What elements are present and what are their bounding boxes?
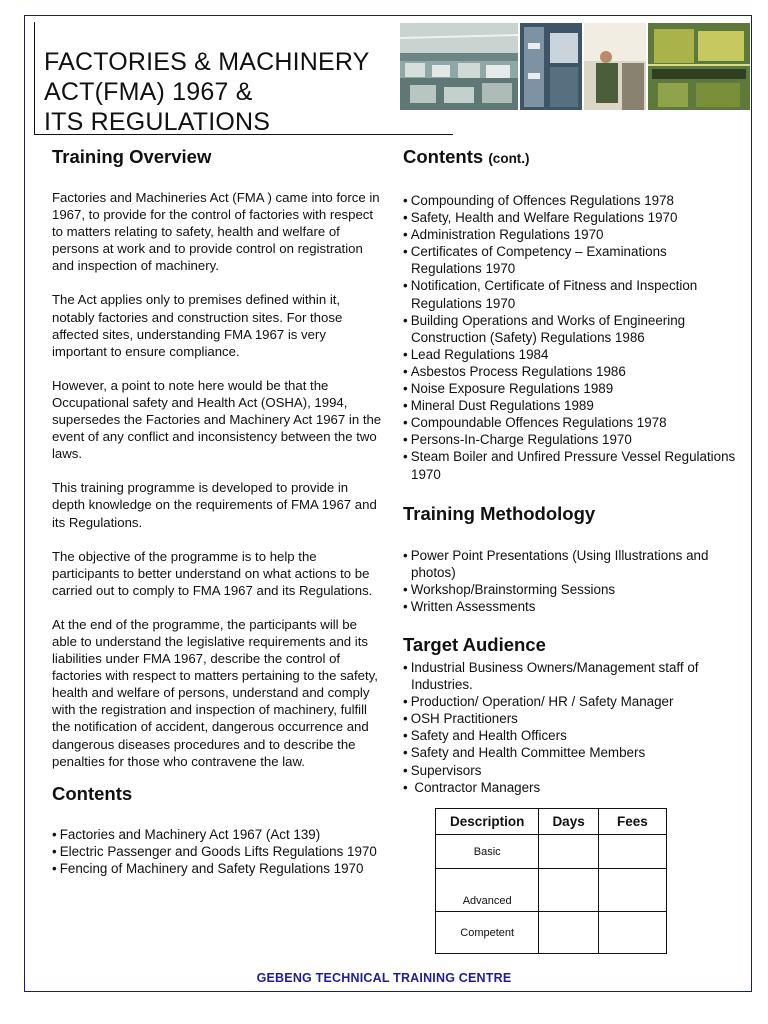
table-cell-description: Competent <box>436 912 539 954</box>
overview-paragraph: This training programme is developed to provide in depth knowledge on the requirements of FMA 1967 and its Regulations. <box>52 480 377 530</box>
table-cell-description: Basic <box>436 835 539 869</box>
factory-floor-photo <box>400 23 518 110</box>
column-header-days: Days <box>539 809 598 835</box>
table-cell-days <box>539 835 598 869</box>
target-audience-heading: Target Audience <box>403 633 546 655</box>
table-row <box>436 835 667 869</box>
footer-organization: GEBENG TECHNICAL TRAINING CENTRE <box>256 971 512 985</box>
list-item: • Electric Passenger and Goods Lifts Regulations 1970 <box>52 843 382 860</box>
contents-cont-heading <box>403 145 738 171</box>
list-item: • OSH Practitioners <box>403 710 738 727</box>
contents-cont-suffix: (cont.) <box>488 151 530 166</box>
list-item: • Steam Boiler and Unfired Pressure Vessel Regulations 1970 <box>403 448 738 482</box>
list-item: • Safety, Health and Welfare Regulations 1970 <box>403 209 738 226</box>
table-cell-fees <box>598 835 666 869</box>
contents-heading: Contents <box>52 782 133 804</box>
title-line-2: ACT(FMA) 1967 & <box>44 78 253 106</box>
title-line-3: ITS REGULATIONS <box>44 108 271 136</box>
list-item: • Production/ Operation/ HR / Safety Manager <box>403 693 738 710</box>
training-methodology-heading: Training Methodology <box>403 502 596 524</box>
list-item: • Notification, Certificate of Fitness and Inspection Regulations 1970 <box>403 277 738 311</box>
overview-paragraph: At the end of the programme, the participants will be able to understand the legislative requirements and its liabilities under FMA 1967, describe the control of factories with respect to matters pertaining to the safety, health and welfare of persons, understand and comply with the registration and inspection of machinery, fulfill the notification of accident, dangerous occurrence and dangerous diseases procedures and to describe the penalties for those who contravene the law. <box>52 616 378 769</box>
overview-paragraph: However, a point to note here would be that the Occupational safety and Health Act (OSHA), 1994, supersedes the Factories and Machinery Act 1967 in the event of any conflict and inconsistency between the two laws. <box>52 377 382 462</box>
worker-photo <box>584 23 646 110</box>
list-item: • Supervisors <box>403 762 738 779</box>
table-cell-days <box>539 869 598 912</box>
list-item: • Administration Regulations 1970 <box>403 226 738 243</box>
contents-cont-list <box>403 192 738 483</box>
machinery-photo <box>520 23 582 110</box>
column-header-description: Description <box>436 809 539 835</box>
list-item: • Safety and Health Committee Members <box>403 744 738 761</box>
fees-table <box>435 808 667 954</box>
page-title <box>44 47 370 137</box>
title-line-1: FACTORIES & MACHINERY <box>44 48 370 76</box>
table-cell-description: Advanced <box>436 869 539 912</box>
list-item: • Workshop/Brainstorming Sessions <box>403 581 738 598</box>
table-cell-days <box>539 912 598 954</box>
list-item: • Noise Exposure Regulations 1989 <box>403 380 738 397</box>
right-column <box>403 145 738 796</box>
list-item: • Contractor Managers <box>403 779 738 796</box>
list-item: • Compoundable Offences Regulations 1978 <box>403 414 738 431</box>
list-item: • Mineral Dust Regulations 1989 <box>403 397 738 414</box>
list-item: • Certificates of Competency – Examinations Regulations 1970 <box>403 243 738 277</box>
overview-paragraph: The objective of the programme is to help the participants to better understand on what actions to be carried out to comply to FMA 1967 and its Regulations. <box>52 548 373 598</box>
list-item: • Lead Regulations 1984 <box>403 346 738 363</box>
list-item: • Persons-In-Charge Regulations 1970 <box>403 431 738 448</box>
table-row <box>436 912 667 954</box>
list-item: • Safety and Health Officers <box>403 727 738 744</box>
list-item: • Fencing of Machinery and Safety Regulations 1970 <box>52 860 382 877</box>
list-item: • Power Point Presentations (Using Illustrations and photos) <box>403 547 738 581</box>
contents-cont-title: Contents <box>403 146 484 167</box>
contents-list <box>52 826 382 877</box>
factory-photo-banner <box>400 23 750 110</box>
list-item: • Building Operations and Works of Engineering Construction (Safety) Regulations 1986 <box>403 312 738 346</box>
production-line-photo <box>648 23 750 110</box>
overview-paragraph: Factories and Machineries Act (FMA ) came into force in 1967, to provide for the control of factories with respect to matters relating to safety, health and welfare of persons at work and to provide control on registration and inspection of machinery. <box>52 190 380 274</box>
list-item: • Industrial Business Owners/Management staff of Industries. <box>403 659 738 693</box>
table-header-row <box>436 809 667 835</box>
column-header-fees: Fees <box>598 809 666 835</box>
list-item: • Compounding of Offences Regulations 1978 <box>403 192 738 209</box>
audience-list <box>403 659 738 796</box>
table-cell-fees <box>598 869 666 912</box>
training-overview-heading: Training Overview <box>52 146 212 167</box>
table-cell-fees <box>598 912 666 954</box>
list-item: • Factories and Machinery Act 1967 (Act 139) <box>52 826 382 843</box>
title-rule-vertical <box>34 22 35 134</box>
left-column <box>52 145 382 877</box>
list-item: • Written Assessments <box>403 598 738 615</box>
list-item: • Asbestos Process Regulations 1986 <box>403 363 738 380</box>
table-row <box>436 869 667 912</box>
methodology-list <box>403 547 738 615</box>
overview-paragraph: The Act applies only to premises defined within it, notably factories and construction sites. For those affected sites, understanding FMA 1967 is very important to ensure compliance. <box>52 292 343 359</box>
